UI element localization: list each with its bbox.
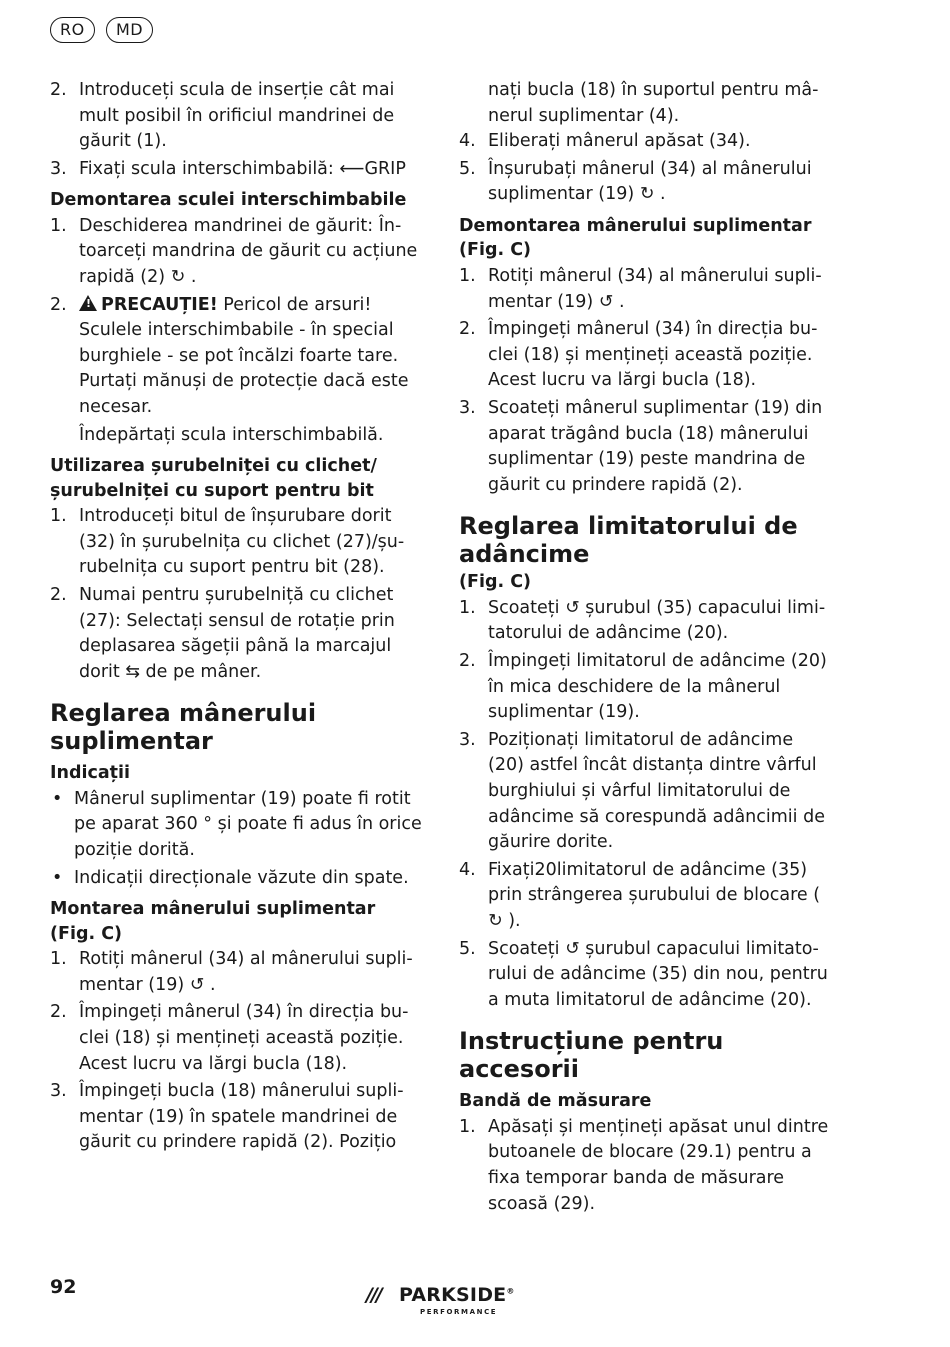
list-continuation: nați bucla (18) în suportul pentru mânerul suplimentar (4).	[488, 80, 819, 126]
section-subheading: Bandă de măsurare	[459, 1091, 652, 1112]
list-text: Împingeți mânerul (34) în direcția buclei (18) și mențineți această poziție. Acest lucru va lărgi bucla (18).	[488, 319, 818, 391]
bullet-item	[50, 866, 422, 892]
list-text: Rotiți mânerul (34) al mânerului suplimentar (19) ↺ .	[488, 265, 822, 312]
warning-triangle-icon	[79, 295, 97, 311]
list-item	[459, 1115, 831, 1217]
list-number: 4.	[459, 859, 476, 880]
list-number: 2.	[50, 80, 67, 100]
list-text: Împingeți mânerul (34) în direcția buclei (18) și mențineți această poziție. Acest lucru va lărgi bucla (18).	[79, 1002, 409, 1074]
list-number: 5.	[459, 158, 476, 179]
list-text: Numai pentru șurubelniță cu clichet (27): Selectați sensul de rotație prin deplasarea săgeții până la marcajul dorit ⇆ de pe mâner.	[79, 585, 395, 682]
list-item	[459, 157, 831, 208]
language-badge-ro: RO	[50, 17, 95, 43]
list-item	[50, 157, 422, 183]
list-number: 3.	[459, 729, 476, 750]
list-number: 3.	[459, 397, 476, 418]
logo-subtitle: PERFORMANCE	[420, 1308, 498, 1316]
list-number: 2.	[459, 651, 476, 671]
list-number: 5.	[459, 938, 476, 959]
list-text: Înșurubați mânerul (34) al mânerului suplimentar (19) ↻ .	[488, 158, 812, 205]
section-heading: Reglarea limitatorului de adâncime	[459, 512, 798, 569]
list-item	[50, 947, 422, 998]
list-item	[50, 214, 422, 291]
language-badge-md: MD	[106, 17, 153, 43]
caution-label: PRECAUȚIE!	[101, 294, 218, 315]
list-number: 1.	[459, 597, 476, 618]
list-text: Mânerul suplimentar (19) poate fi rotit pe aparat 360 ° și poate fi adus în orice poziție dorită.	[74, 788, 422, 861]
list-item	[459, 649, 831, 726]
list-number: 2.	[50, 1002, 67, 1023]
logo-brand	[399, 1284, 515, 1306]
logo-slashes: ///	[366, 1284, 381, 1306]
list-text: Împingeți limitatorul de adâncime (20) în mica deschidere de la mânerul suplimentar (19).	[488, 651, 827, 723]
section-subheading: Utilizarea șurubelniței cu clichet/ șurubelniței cu suport pentru bit	[50, 456, 377, 501]
section-subheading: Demontarea mânerului suplimentar (Fig. C)	[459, 215, 812, 261]
list-text: Introduceți scula de inserție cât mai mult posibil în orificiul mandrinei de găurit (1).	[79, 80, 395, 152]
section-subheading: Demontarea sculei interschimbabile	[50, 190, 407, 211]
list-text: Fixați20limitatorul de adâncime (35) prin strângerea șurubului de blocare ( ↻ ).	[488, 859, 821, 931]
list-number: 1.	[459, 1116, 476, 1137]
list-number: 1.	[459, 265, 476, 286]
section-heading: Reglarea mânerului suplimentar	[50, 699, 317, 756]
list-text: Fixați scula interschimbabilă: ⟵GRIP	[79, 158, 406, 179]
section-subheading: Indicații	[50, 763, 131, 784]
list-text: Rotiți mânerul (34) al mânerului suplimentar (19) ↺ .	[79, 949, 413, 995]
bullet-icon: •	[52, 788, 63, 809]
list-item	[459, 129, 831, 155]
list-item-caution	[50, 293, 422, 421]
caution-text: Pericol de arsuri! Sculele interschimbabile - în special burghiele - se pot încălzi foarte tare. Purtați mănuși de protecție dacă este necesar.	[79, 294, 409, 418]
list-item	[50, 78, 422, 155]
list-item	[50, 1079, 422, 1156]
list-number: 3.	[50, 158, 67, 179]
list-continuation: Îndepărtați scula interschimbabilă.	[79, 424, 384, 445]
list-item	[459, 317, 831, 394]
figure-reference: (Fig. C)	[459, 572, 532, 593]
list-number: 1.	[50, 949, 67, 970]
list-number: 2.	[50, 585, 67, 605]
list-item	[50, 1000, 422, 1077]
list-text: Apăsați și mențineți apăsat unul dintre butoanele de blocare (29.1) pentru a fixa temporar banda de măsurare scoasă (29).	[488, 1116, 829, 1214]
bullet-icon: •	[52, 867, 63, 888]
list-number: 2.	[50, 294, 67, 315]
right-column	[459, 78, 831, 1219]
list-text: Scoateți ↺ șurubul capacului limitatorului de adâncime (35) din nou, pentru a muta limitatorul de adâncime (20).	[488, 938, 828, 1010]
list-number: 2.	[459, 319, 476, 340]
list-number: 4.	[459, 131, 476, 152]
list-text: Poziționați limitatorul de adâncime (20) astfel încât distanța dintre vârful burghiului și vârful limitatorului de adâncime să corespundă adâncimii de găurire dorite.	[488, 729, 825, 853]
list-item	[50, 504, 422, 581]
page-number: 92	[50, 1276, 77, 1298]
section-heading: Instrucțiune pentru accesorii	[459, 1027, 724, 1084]
list-number: 1.	[50, 215, 67, 236]
list-text: Scoateți mânerul suplimentar (19) din aparat trăgând bucla (18) mânerului suplimentar (19) peste mandrina de găurit cu prindere rapidă (2).	[488, 397, 823, 495]
list-number: 3.	[50, 1081, 67, 1102]
list-number: 1.	[50, 506, 67, 527]
list-text: Scoateți ↺ șurubul (35) capacului limitatorului de adâncime (20).	[488, 597, 826, 644]
left-column	[50, 78, 422, 1158]
list-item	[459, 937, 831, 1014]
list-item	[459, 728, 831, 856]
parkside-logo	[366, 1283, 516, 1319]
list-item	[459, 596, 831, 647]
list-text: Deschiderea mandrinei de găurit: Întoarceți mandrina de găurit cu acțiune rapidă (2) ↻ .	[79, 215, 418, 288]
list-text: Introduceți bitul de înșurubare dorit (32) în șurubelnița cu clichet (27)/șurubelnița cu suport pentru bit (28).	[79, 506, 405, 578]
list-item	[459, 264, 831, 315]
logo-brand-text: PARKSIDE	[399, 1284, 507, 1306]
section-subheading: Montarea mânerului suplimentar (Fig. C)	[50, 899, 376, 944]
list-item	[459, 396, 831, 498]
bullet-item	[50, 787, 422, 864]
list-text: Împingeți bucla (18) mânerului suplimentar (19) în spatele mandrinei de găurit cu prindere rapidă (2). Pozițio	[79, 1081, 404, 1153]
list-item	[459, 858, 831, 935]
registered-mark: ®	[506, 1286, 515, 1296]
list-text: Indicații direcționale văzute din spate.	[74, 867, 409, 888]
list-item	[50, 583, 422, 685]
list-text: Eliberați mânerul apăsat (34).	[488, 131, 751, 152]
